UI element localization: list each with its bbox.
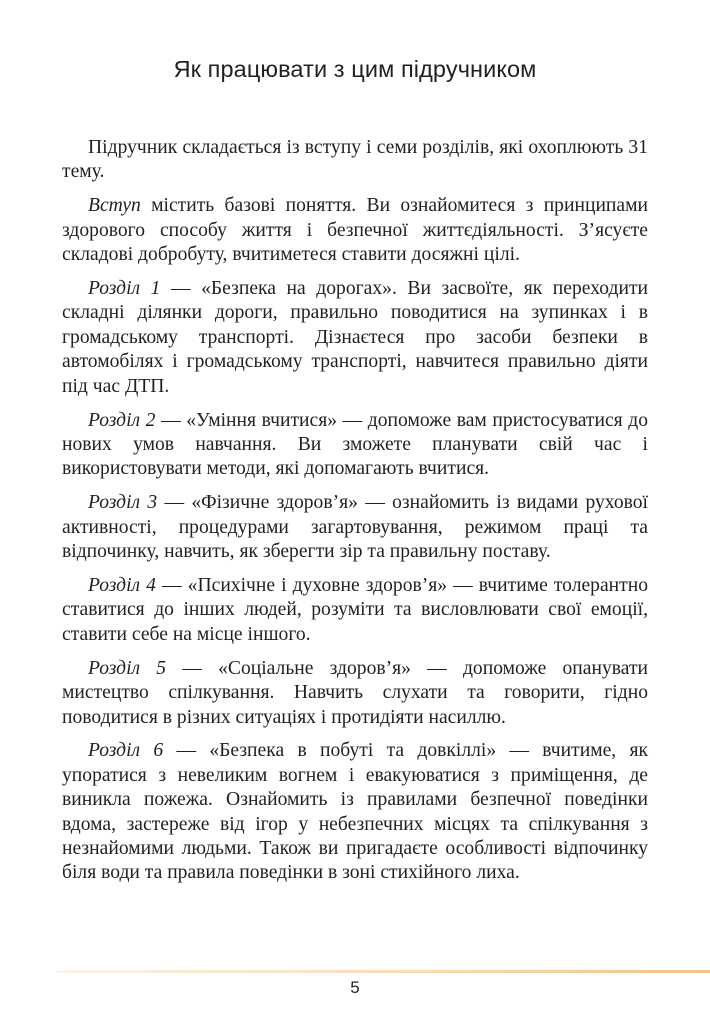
paragraph-lead: Розділ 3: [88, 492, 158, 514]
paragraph-intro: [62, 136, 648, 185]
body-text: [62, 136, 648, 895]
paragraph-lead: Розділ 6: [88, 740, 164, 762]
page-number: 5: [350, 978, 360, 997]
paragraph-section-3: [62, 491, 648, 564]
paragraph-text: містить базові поняття. Ви ознайомитеся з принципами здорового способу життя і безпечної життєдіяльності. З’ясуєте складові добробуту, вчитиметеся ставити досяжні цілі.: [62, 195, 648, 266]
paragraph-lead: Розділ 1: [88, 278, 161, 300]
paragraph-text: — «Безпека в побуті та довкіллі» — вчитиме, як упоратися з невеликим вогнем і евакуюватися з приміщення, де виникла пожежа. Ознайомить із правилами безпечної поведінки вдома, застереже від ігор у небезпечних місцях та спілкування з незнайомими людьми. Також ви пригадаєте особливості відпочинку біля води та правила поведінки в зоні стихійного лиха.: [62, 740, 648, 884]
paragraph-vstup: [62, 194, 648, 267]
paragraph-text: — «Безпека на дорогах». Ви засвоїте, як переходити складні ділянки дороги, правильно поводитися на зупинках і в громадському транспорті. Дізнаєтеся про засоби безпеки в автомобілях і громадському транспорті, навчитеся правильно діяти під час ДТП.: [62, 278, 648, 397]
paragraph-text: Підручник складається із вступу і семи розділів, які охоплюють 31 тему.: [62, 137, 648, 183]
paragraph-section-1: [62, 277, 648, 399]
paragraph-section-6: [62, 739, 648, 885]
paragraph-section-2: [62, 409, 648, 482]
page-title: Як працювати з цим підручником: [173, 56, 537, 82]
paragraph-lead: Розділ 4: [88, 575, 156, 596]
paragraph-section-4: [62, 574, 648, 647]
paragraph-text: — «Соціальне здоров’я» — допоможе опанувати мистецтво спілкування. Навчить слухати та говорити, гідно поводитися в різних ситуаціях і протидіяти насиллю.: [62, 657, 649, 728]
paragraph-lead: Розділ 2: [88, 409, 156, 431]
paragraph-lead: Вступ: [88, 195, 141, 217]
paragraph-lead: Розділ 5: [88, 657, 167, 679]
paragraph-text: — «Фізичне здоров’я» — ознайомить із видами рухової активності, процедурами загартовування, режимом праці та відпочинку, навчить, як зберегти зір та правильну поставу.: [62, 492, 648, 563]
paragraph-section-5: [62, 657, 648, 730]
footer-divider: [56, 970, 710, 973]
paragraph-text: — «Психічне і духовне здоров’я» — вчитиме толерантно ставитися до інших людей, розуміти та висловлювати свої емоції, ставити себе на місце іншого.: [62, 575, 648, 645]
paragraph-text: — «Уміння вчитися» — допоможе вам пристосуватися до нових умов навчання. Ви зможете планувати свій час і використовувати методи, які допомагають вчитися.: [62, 409, 649, 480]
